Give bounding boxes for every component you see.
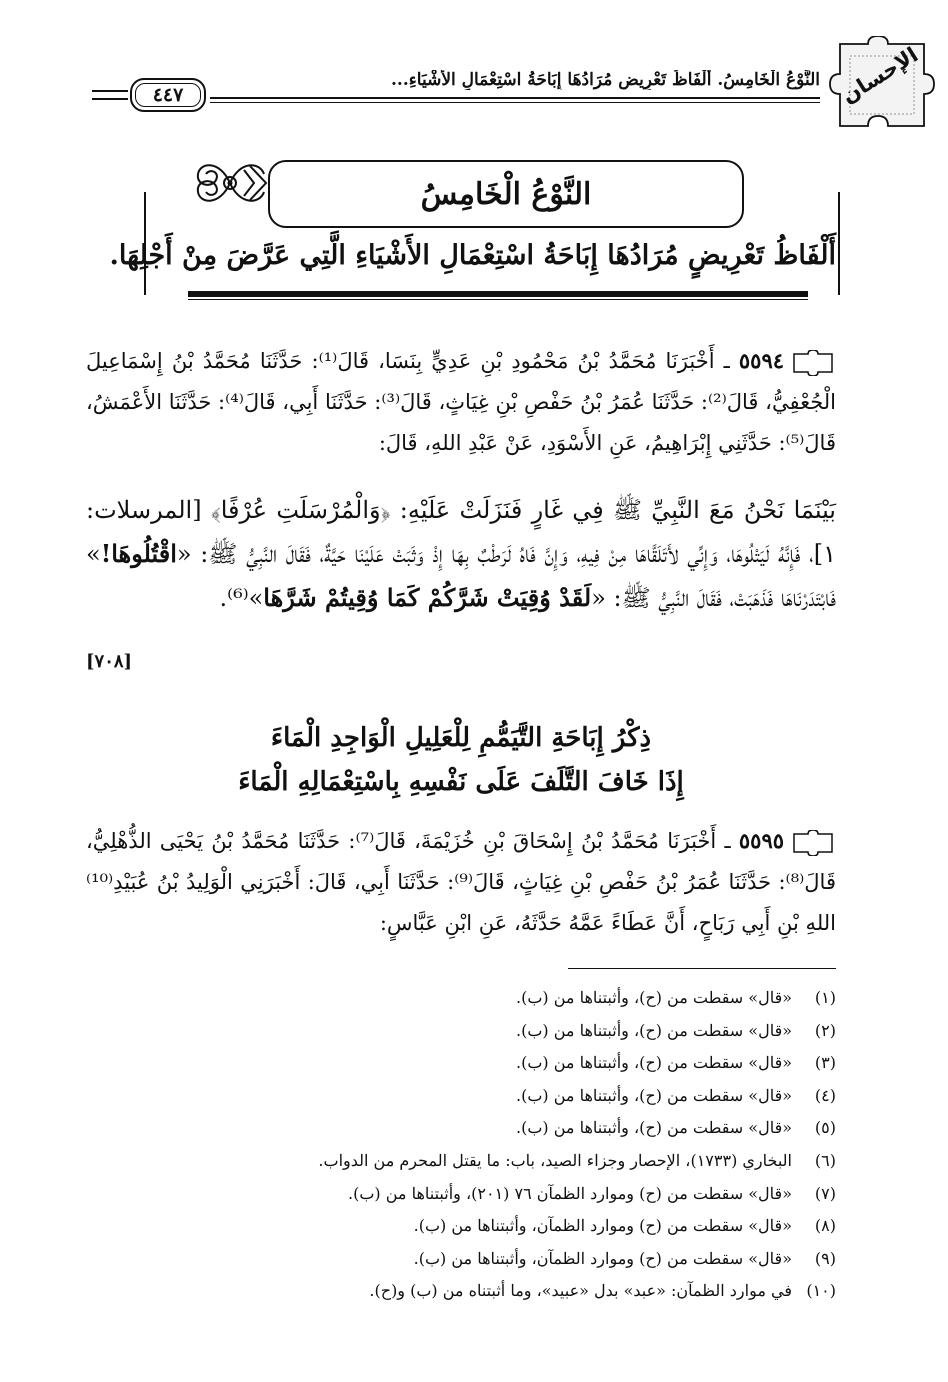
footnote-text: «قال» سقطت من (ح)، وأثبتناها من (ب). (516, 988, 792, 1007)
isnad-text: ـ أَخْبَرَنَا مُحَمَّدُ بْنُ إِسْحَاقَ بْنِ خُزَيْمَةَ، قَالَ⁽⁷⁾: حَدَّثَنَا مُحَمَّدُ بْنُ يَحْيَى الذُّهْلِيُّ، قَالَ⁽⁸⁾: حَدَّثَنَا عُمَرُ بْنُ حَفْصِ بْنِ غِيَاثٍ، قَالَ⁽⁹⁾: حَدَّثَنَا أَبِي، قَالَ: أَخْبَرَنِي الْوَلِيدُ بْنُ عُبَيْدِ⁽¹⁰⁾ اللهِ بْنِ أَبِي رَبَاحٍ، أَنَّ عَطَاءً عَمَّهُ حَدَّثَهُ، عَنِ ابْنِ عَبَّاسٍ: (86, 829, 836, 935)
footnote (86, 1047, 836, 1080)
running-header-title: النَّوْعُ الْخَامِسُ. أَلْفَاظُ تَعْرِيضٍ مُرَادُهَا إِبَاحَةُ اسْتِعْمَالِ الأَشْيَاءِ... (391, 70, 820, 90)
footnote-number: (٩) (814, 1248, 836, 1268)
matn-text-1: بَيْنَمَا نَحْنُ مَعَ النَّبِيِّ ﷺ فِي غَارٍ فَنَزَلَتْ عَلَيْهِ: ﴿وَالْمُرْسَلَتِ عُرْفًا﴾ [المرسلات: ١]، فَإِنَّهُ لَيَتْلُوهَا، وَإِنِّي لأَتَلَقَّاهَا مِنْ فِيهِ، وَإِنَّ فَاهُ لَرَطْبٌ بِهَا إِذْ وَثَبَتْ عَلَيْنَا حَيَّةٌ، فَقَالَ النَّبِيُّ ﷺ: « (86, 496, 836, 568)
footnote-number: (٤) (814, 1085, 836, 1105)
footnote-text: «قال» سقطت من (ح)، وأثبتناها من (ب). (516, 1085, 792, 1105)
footnote-number: (٨) (814, 1216, 836, 1236)
footnote (86, 982, 836, 1015)
header-left-rule (92, 90, 128, 100)
footnote-number: (٥) (814, 1118, 836, 1138)
footnote (86, 1145, 836, 1178)
corner-logo-text: الإحسان (837, 42, 923, 109)
hadith-5595-isnad (86, 820, 836, 944)
hadith-reference: [٧٠٨] (86, 651, 133, 672)
section-rule (188, 291, 808, 300)
prophet-saying: لَقَدْ وُقِيَتْ شَرَّكُمْ كَمَا وُقِيتُمْ شَرَّهَا (263, 583, 592, 612)
footnote-text: «قال» سقطت من (ح) وموارد الظمآن ٧٦ (٢٠١)، وأثبتناها من (ب). (348, 1183, 792, 1203)
footnote (86, 1080, 836, 1113)
footnote-separator (568, 968, 836, 969)
footnote (86, 1243, 836, 1276)
footnote-number: (١) (814, 988, 836, 1007)
footnote-number: (٣) (814, 1053, 836, 1073)
section-title: النَّوْعُ الْخَامِسُ (268, 160, 744, 228)
footnotes-list (86, 982, 836, 1308)
footnote-text: في موارد الظمآن: «عبد» بدل «عبيد»، وما أثبتناه من (ب) و(ح). (369, 1281, 792, 1301)
footnote (86, 1178, 836, 1211)
hadith-number: ٥٥٩٥ (738, 828, 785, 853)
footnote (86, 1275, 836, 1308)
page-number: ٤٤٧ (130, 78, 206, 112)
hadith-marker-icon (790, 350, 836, 376)
footnote (86, 1112, 836, 1145)
section-subtitle: أَلْفَاظُ تَعْرِيضٍ مُرَادُهَا إِبَاحَةُ اسْتِعْمَالِ الأَشْيَاءِ الَّتِي عَرَّضَ مِنْ أَجْلِهَا. (109, 240, 836, 271)
footnote-text: «قال» سقطت من (ح)، وأثبتناها من (ب). (516, 1053, 792, 1073)
footnote (86, 1210, 836, 1243)
footnote-number: (٦) (814, 1150, 836, 1170)
footnote-number: (٧) (814, 1183, 836, 1203)
footnote-text: «قال» سقطت من (ح) وموارد الظمآن، وأثبتناها من (ب). (413, 1216, 792, 1236)
hadith-marker-icon (790, 830, 836, 856)
footnote-text: البخاري (١٧٣٣)، الإحصار وجزاء الصيد، باب: ما يقتل المحرم من الدواب. (318, 1150, 792, 1170)
prophet-command: اقْتُلُوهَا! (100, 539, 177, 568)
chapter-heading-line-2: إِذَا خَافَ التَّلَفَ عَلَى نَفْسِهِ بِاسْتِعْمَالِهِ الْمَاءَ (238, 767, 684, 797)
matn-closing: »⁽⁶⁾. (219, 584, 264, 612)
hadith-5594-isnad (86, 340, 836, 464)
footnote-text: «قال» سقطت من (ح) وموارد الظمآن، وأثبتناها من (ب). (413, 1248, 792, 1268)
footnote-text: «قال» سقطت من (ح)، وأثبتناها من (ب). (516, 1118, 792, 1138)
footnote (86, 1015, 836, 1048)
matn-text-2: » فَابْتَدَرْنَاهَا فَذَهَبَتْ، فَقَالَ النَّبِيُّ ﷺ: « (86, 540, 836, 612)
chapter-heading-line-1: ذِكْرُ إِبَاحَةِ التَّيَمُّمِ لِلْعَلِيلِ الْوَاجِدِ الْمَاءَ (270, 723, 652, 753)
isnad-text: ـ أَخْبَرَنَا مُحَمَّدُ بْنُ مَحْمُودِ بْنِ عَدِيٍّ بِنَسَا، قَالَ⁽¹⁾: حَدَّثَنَا مُحَمَّدُ بْنُ إِسْمَاعِيلَ الْجُعْفِيُّ، قَالَ⁽²⁾: حَدَّثَنَا عُمَرُ بْنُ حَفْصِ بْنِ غِيَاثٍ، قَالَ⁽³⁾: حَدَّثَنَا أَبِي، قَالَ⁽⁴⁾: حَدَّثَنَا الأَعْمَشُ، قَالَ⁽⁵⁾: حَدَّثَنِي إِبْرَاهِيمُ، عَنِ الأَسْوَدِ، عَنْ عَبْدِ اللهِ، قَالَ: (86, 349, 836, 455)
footnote-text: «قال» سقطت من (ح)، وأثبتناها من (ب). (516, 1020, 792, 1040)
footnote-number: (١٠) (806, 1281, 836, 1301)
hadith-5594-matn (86, 488, 836, 620)
footnote-number: (٢) (814, 1020, 836, 1040)
header-rule (210, 97, 820, 103)
hadith-number: ٥٥٩٤ (738, 348, 785, 373)
